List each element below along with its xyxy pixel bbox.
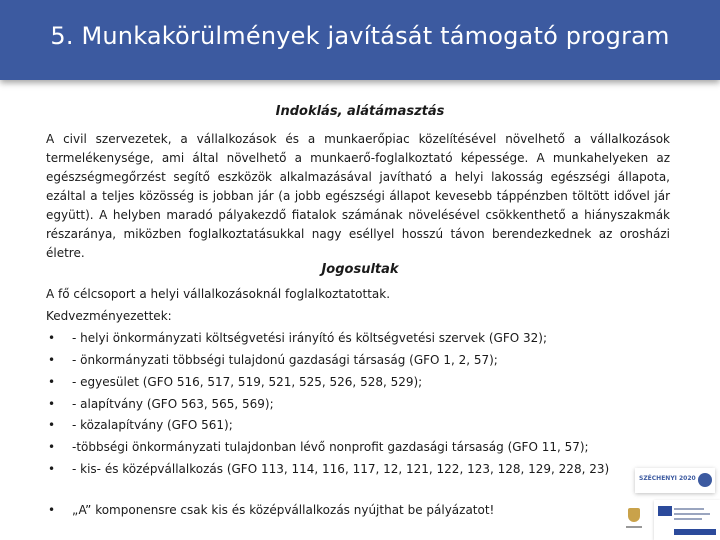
indoklas-heading: Indoklás, alátámasztás (275, 104, 445, 119)
bullet-icon: • (48, 331, 56, 345)
list-item: - alapítvány (GFO 563, 565, 569); (72, 397, 274, 411)
list-item: - helyi önkormányzati költségvetési irányító és költségvetési szervek (GFO 32); (72, 331, 547, 345)
list-item: - egyesület (GFO 516, 517, 519, 521, 525, 526, 528, 529); (72, 375, 423, 389)
bullet-icon: • (48, 440, 56, 454)
eu-funding-logo (654, 500, 720, 540)
bullet-icon: • (48, 462, 56, 476)
bullet-icon: • (48, 397, 56, 411)
eu-flag-icon (658, 506, 672, 516)
bullet-icon: • (48, 503, 56, 517)
indoklas-paragraph: A civil szervezetek, a vállalkozások és a munkaerőpiac közelítésével növelhető a vállalkozások termelékenysége, ami által növelhető a munkaerő-foglalkoztató képessége. A munkahelyeken az egészségmegőrzést segítő eszközök alkalmazásával javítható a helyi lakosság egészségi állapota, ezáltal a teljes közösség is jobban jár (a jobb egészségi állapot kevesebb táppénzben töltött idővel jár együtt). A helyben maradó pályakezdő fiatalok számának növelésével csökkenthető a hiányszakmák részaránya, miközben foglalkoztatásukkal nagy eséllyel hosszú távon berendezkednek az orosházi életre. (46, 132, 670, 260)
bullet-icon: • (48, 418, 56, 432)
title-bar (0, 0, 720, 80)
list-item: - közalapítvány (GFO 561); (72, 418, 233, 432)
szechenyi-logo-text: SZÉCHENYI 2020 (639, 475, 696, 482)
target-group-line: A fő célcsoport a helyi vállalkozásoknál foglalkoztatottak. (46, 287, 391, 301)
list-item: -többségi önkormányzati tulajdonban lévő nonprofit gazdasági társaság (GFO 11, 57); (72, 440, 589, 454)
logo-badge-icon (698, 473, 712, 487)
szechenyi-logo (635, 468, 715, 493)
beneficiaries-label: Kedvezményezettek: (46, 309, 172, 323)
bullet-icon: • (48, 375, 56, 389)
final-note: „A” komponensre csak kis és középvállalkozás nyújthat be pályázatot! (72, 503, 495, 517)
jogosultak-heading: Jogosultak (321, 262, 399, 277)
list-item: - kis- és középvállalkozás (GFO 113, 114, 116, 117, 12, 121, 122, 123, 128, 129, 228, 23) (72, 462, 610, 476)
government-seal-icon (624, 508, 644, 536)
funding-logos (610, 468, 720, 540)
bullet-icon: • (48, 353, 56, 367)
list-item: - önkormányzati többségi tulajdonú gazdasági társaság (GFO 1, 2, 57); (72, 353, 498, 367)
slide-title: 5. Munkakörülmények javítását támogató program (50, 22, 670, 50)
